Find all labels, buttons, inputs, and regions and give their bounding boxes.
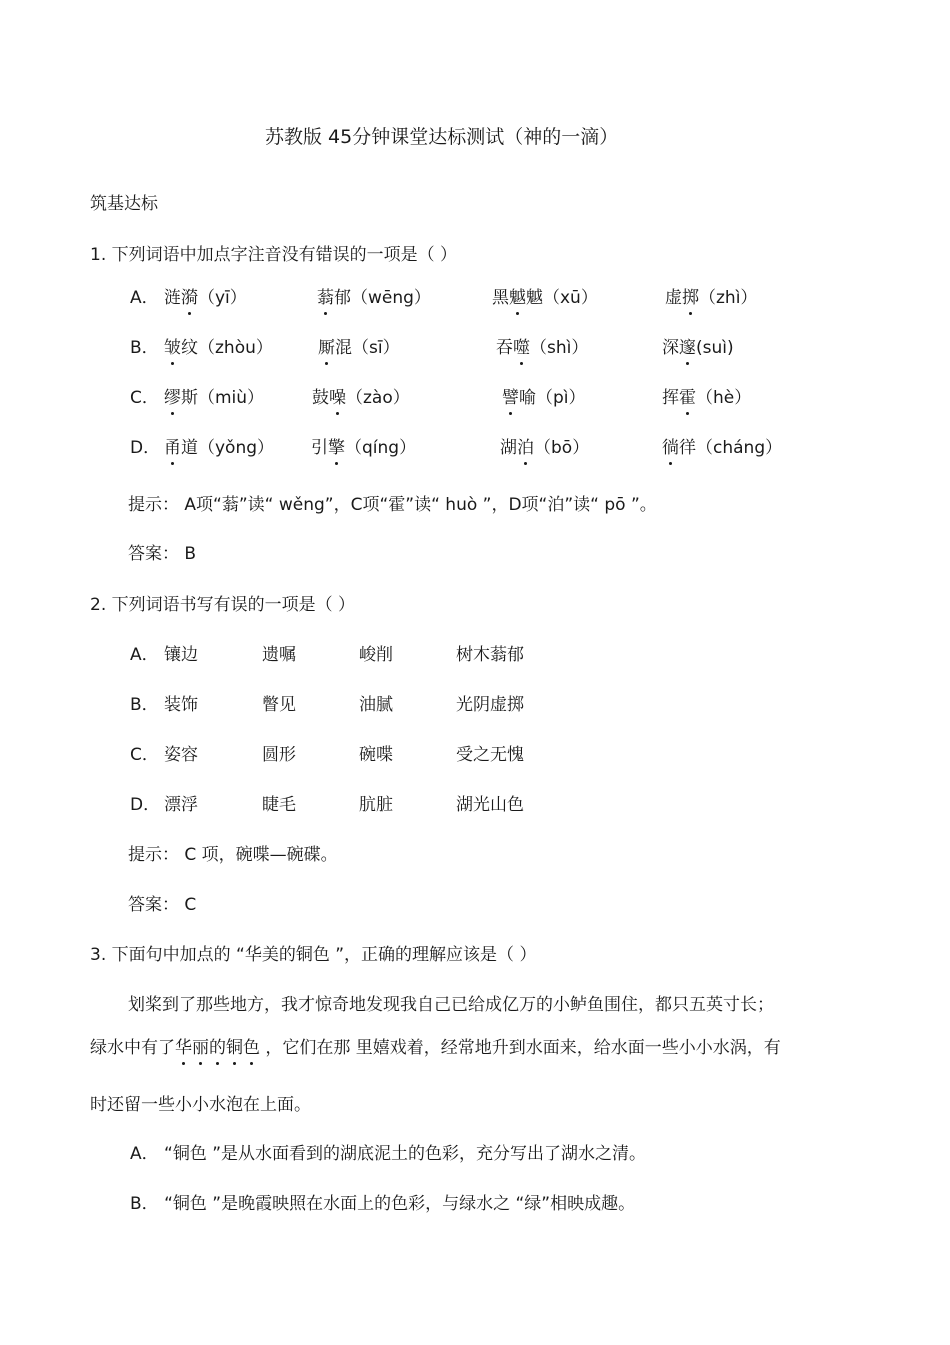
dotted-char: 丽	[192, 1038, 209, 1058]
q2-stem: 2. 下列词语书写有误的一项是（ ）	[90, 595, 356, 615]
dotted-char: 皱	[164, 338, 181, 358]
word-item: 树木蓊郁	[456, 645, 524, 665]
word-item: 光阴虚掷	[456, 695, 524, 715]
word-item: 湖光山色	[456, 795, 524, 815]
word-item: 峻削	[359, 645, 393, 665]
word-item: 譬喻（pì）	[502, 388, 586, 408]
word-item: 装饰	[164, 695, 198, 715]
word-item: 瞥见	[262, 695, 296, 715]
word-item: 镶边	[164, 645, 198, 665]
word-item: 碗喋	[359, 745, 393, 765]
word-item: 厮混（sī）	[318, 338, 400, 358]
word-item: 睫毛	[262, 795, 296, 815]
dotted-char: 掷	[682, 288, 699, 308]
dotted-char: 漪	[181, 288, 198, 308]
dotted-char: 泊	[517, 438, 534, 458]
word-item: 蓊郁（wēng）	[317, 288, 431, 308]
option-label: D．	[130, 438, 161, 458]
dotted-char: 色	[243, 1038, 260, 1058]
dotted-char: 噪	[329, 388, 346, 408]
q3-option-a: A． “铜色 ”是从水面看到的湖底泥土的色彩，充分写出了湖水之清。	[130, 1144, 647, 1164]
option-label: C．	[130, 745, 159, 765]
word-item: 徜徉（cháng）	[662, 438, 783, 458]
dotted-char: 蓊	[317, 288, 334, 308]
dotted-char: 噬	[513, 338, 530, 358]
word-item: 缪斯（miù）	[164, 388, 265, 408]
word-item: 鼓噪（zào）	[312, 388, 410, 408]
word-item: 皱纹（zhòu）	[164, 338, 273, 358]
option-label: B．	[130, 695, 159, 715]
word-item: 引擎（qíng）	[311, 438, 417, 458]
word-item: 圆形	[262, 745, 296, 765]
dotted-char: 华	[175, 1038, 192, 1058]
word-item: 黑魆魆（xū）	[492, 288, 598, 308]
dotted-char: 缪	[164, 388, 181, 408]
word-item: 湖泊（bō）	[500, 438, 590, 458]
word-item: 受之无愧	[456, 745, 524, 765]
option-label: C．	[130, 388, 159, 408]
dotted-char: 铜	[226, 1038, 243, 1058]
word-item: 深邃(suì)	[662, 338, 734, 358]
q3-passage-line-3: 时还留一些小小水泡在上面。	[90, 1095, 311, 1115]
dotted-char: 厮	[318, 338, 335, 358]
dotted-char: 霍	[679, 388, 696, 408]
option-label: D．	[130, 795, 161, 815]
option-label: B．	[130, 338, 159, 358]
q3-stem: 3. 下面句中加点的 “华美的铜色 ”，正确的理解应该是（ ）	[90, 945, 537, 965]
q1-hint: 提示： A项“蓊”读“ wěng”，C项“霍”读“ huò ”，D项“泊”读“ pō ”。	[128, 495, 657, 515]
dotted-char: 魆	[509, 288, 526, 308]
section-heading: 筑基达标	[90, 194, 158, 214]
word-item: 吞噬（shì）	[496, 338, 589, 358]
q2-answer: 答案： C	[128, 895, 197, 915]
q2-hint: 提示： C 项，碗喋—碗碟。	[128, 845, 338, 865]
option-label: A．	[130, 645, 159, 665]
dotted-char: 的	[209, 1038, 226, 1058]
word-item: 甬道（yǒng）	[164, 438, 275, 458]
word-item: 肮脏	[359, 795, 393, 815]
word-item: 油腻	[359, 695, 393, 715]
dotted-char: 譬	[502, 388, 519, 408]
word-item: 虚掷（zhì）	[665, 288, 758, 308]
option-label: A．	[130, 288, 159, 308]
word-item: 涟漪（yī）	[164, 288, 247, 308]
word-item: 姿容	[164, 745, 198, 765]
word-item: 漂浮	[164, 795, 198, 815]
q3-option-b: B． “铜色 ”是晚霞映照在水面上的色彩，与绿水之 “绿”相映成趣。	[130, 1194, 636, 1214]
word-item: 遗嘱	[262, 645, 296, 665]
dotted-char: 甬	[164, 438, 181, 458]
dotted-char: 邃	[679, 338, 696, 358]
dotted-char: 徜	[662, 438, 679, 458]
dotted-char: 擎	[328, 438, 345, 458]
q3-passage-line-2: 绿水中有了华丽的铜色 ，它们在那 里嬉戏着，经常地升到水面来，给水面一些小小水涡，有	[90, 1038, 781, 1058]
q1-stem: 1. 下列词语中加点字注音没有错误的一项是（ ）	[90, 245, 458, 265]
q3-passage-line-1: 划桨到了那些地方，我才惊奇地发现我自己已给成亿万的小鲈鱼围住，都只五英寸长；	[128, 995, 774, 1015]
page-title: 苏教版 45分钟课堂达标测试（神的一滴）	[265, 126, 619, 148]
word-item: 挥霍（hè）	[662, 388, 752, 408]
q1-answer: 答案： B	[128, 544, 197, 564]
